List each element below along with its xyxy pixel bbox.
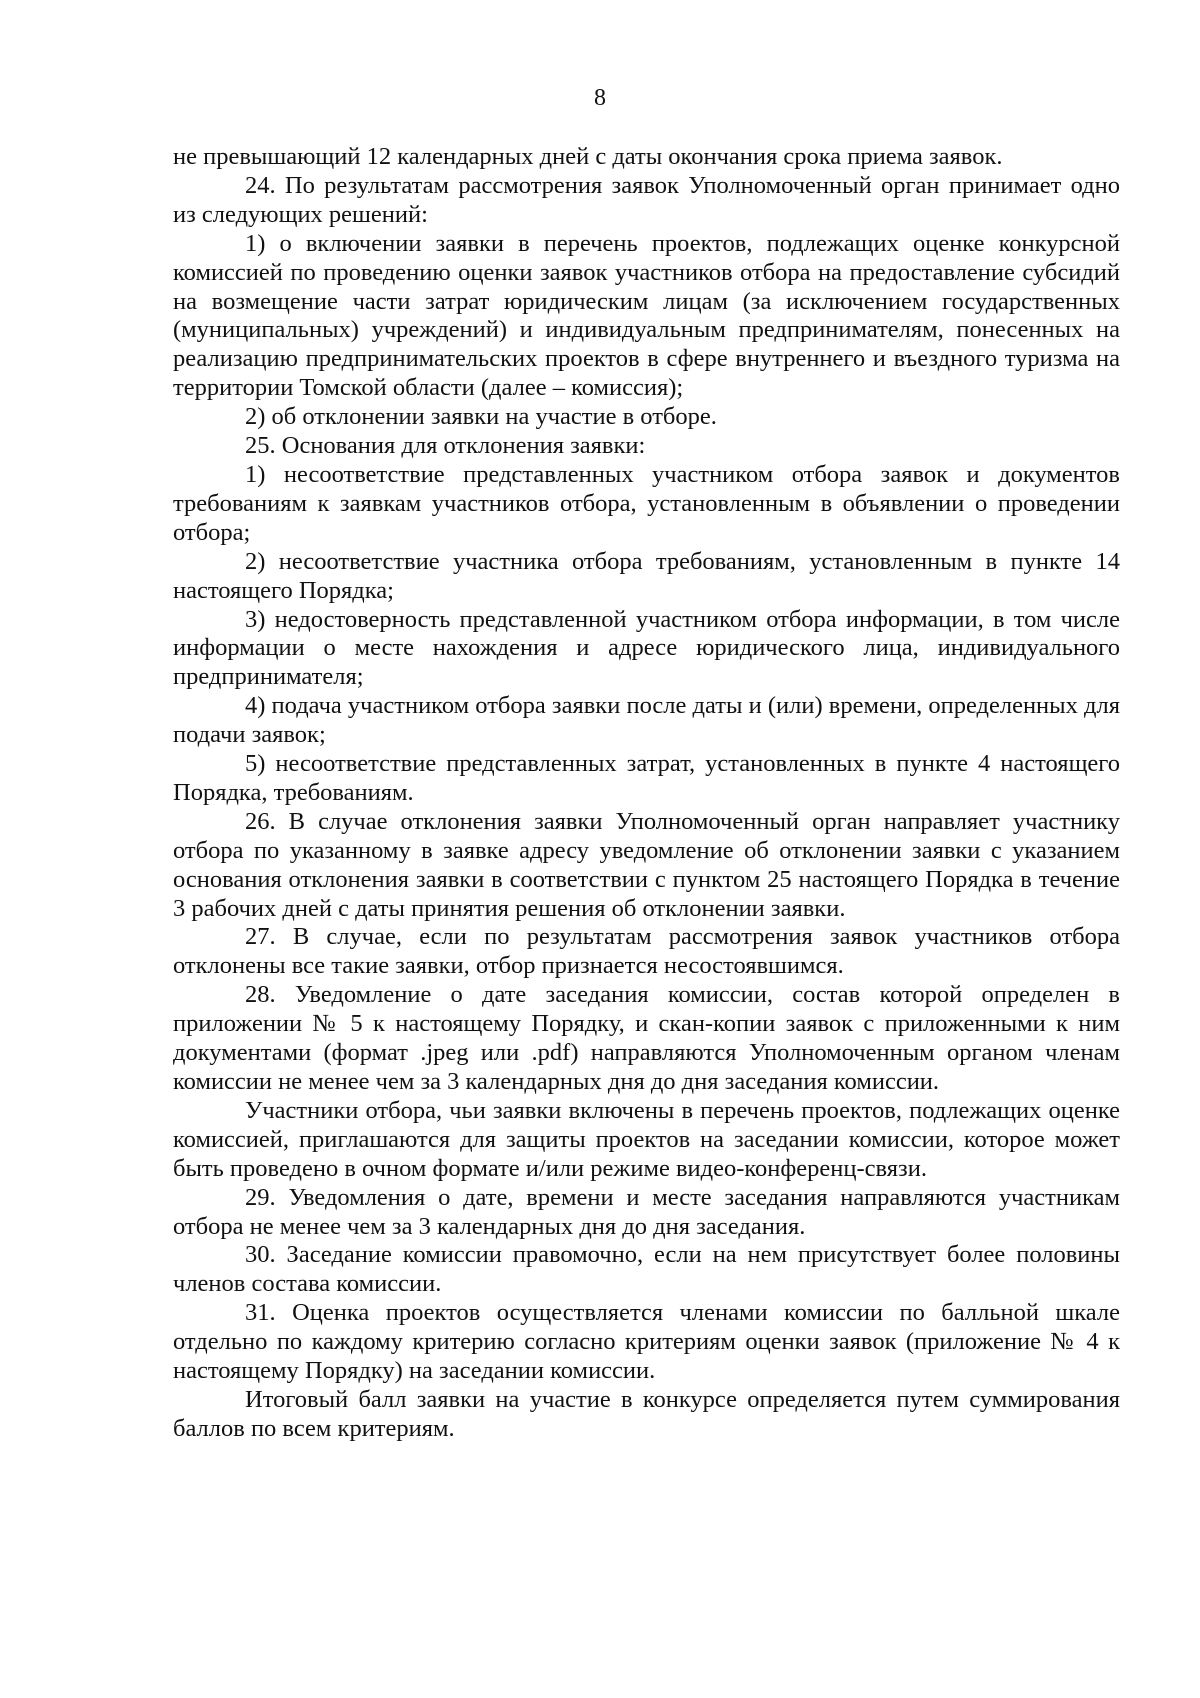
paragraph-31: 31. Оценка проектов осуществляется членами комиссии по балльной шкале отдельно по каждому критерию согласно критериям оценки заявок (приложение № 4 к настоящему Порядку) на заседании комиссии.: [173, 1299, 1120, 1385]
page-number: 8: [594, 85, 606, 111]
paragraph-25-2: 2) несоответствие участника отбора требованиям, установленным в пункте 14 настоящего Порядка;: [173, 547, 1120, 604]
paragraph-26: 26. В случае отклонения заявки Уполномоченный орган направляет участнику отбора по указанному в заявке адресу уведомление об отклонении заявки с указанием основания отклонения заявки в соответствии с пунктом 25 настоящего Порядка в течение 3 рабочих дней с даты принятия решения об отклонении заявки.: [173, 807, 1120, 922]
paragraph-24-2: 2) об отклонении заявки на участие в отборе.: [245, 403, 717, 431]
paragraph-25-3: 3) недостоверность представленной участником отбора информации, в том числе информации о месте нахождения и адресе юридического лица, индивидуального предпринимателя;: [173, 605, 1120, 691]
paragraph-31-final-score: Итоговый балл заявки на участие в конкурсе определяется путем суммирования баллов по всем критериям.: [173, 1385, 1120, 1442]
paragraph-29: 29. Уведомления о дате, времени и месте заседания направляются участникам отбора не менее чем за 3 календарных дня до дня заседания.: [173, 1183, 1120, 1240]
paragraph-25-4: 4) подача участником отбора заявки после даты и (или) времени, определенных для подачи заявок;: [173, 692, 1120, 749]
paragraph-25: 25. Основания для отклонения заявки:: [245, 432, 646, 460]
paragraph-30: 30. Заседание комиссии правомочно, если на нем присутствует более половины членов состава комиссии.: [173, 1241, 1120, 1298]
paragraph-24: 24. По результатам рассмотрения заявок Уполномоченный орган принимает одно из следующих решений:: [173, 171, 1120, 228]
paragraph-25-5: 5) несоответствие представленных затрат, установленных в пункте 4 настоящего Порядка, требованиям.: [173, 750, 1120, 806]
paragraph-24-1: 1) о включении заявки в перечень проектов, подлежащих оценке конкурсной комиссией по проведению оценки заявок участников отбора на предоставление субсидий на возмещение части затрат юридическим лицам (за исключением государственных (муниципальных) учреждений) и индивидуальным предпринимателям, понесенных на реализацию предпринимательских проектов в сфере внутреннего и въездного туризма на территории Томской области (далее – комиссия);: [173, 229, 1120, 402]
paragraph-25-1: 1) несоответствие представленных участником отбора заявок и документов требованиям к заявкам участников отбора, установленным в объявлении о проведении отбора;: [173, 460, 1120, 546]
paragraph-27: 27. В случае, если по результатам рассмотрения заявок участников отбора отклонены все такие заявки, отбор признается несостоявшимся.: [173, 923, 1120, 980]
document-body: [173, 143, 1120, 1444]
paragraph-28-participants: Участники отбора, чьи заявки включены в перечень проектов, подлежащих оценке комиссией, приглашаются для защиты проектов на заседании комиссии, которое может быть проведено в очном формате и/или режиме видео-конференц-связи.: [173, 1096, 1120, 1182]
paragraph-continuation: не превышающий 12 календарных дней с даты окончания срока приема заявок.: [173, 143, 1003, 170]
paragraph-28: 28. Уведомление о дате заседания комиссии, состав которой определен в приложении № 5 к настоящему Порядку, и скан-копии заявок с приложенными к ним документами (формат .jpeg или .pdf) направляются Уполномоченным органом членам комиссии не менее чем за 3 календарных дня до дня заседания комиссии.: [173, 981, 1120, 1095]
